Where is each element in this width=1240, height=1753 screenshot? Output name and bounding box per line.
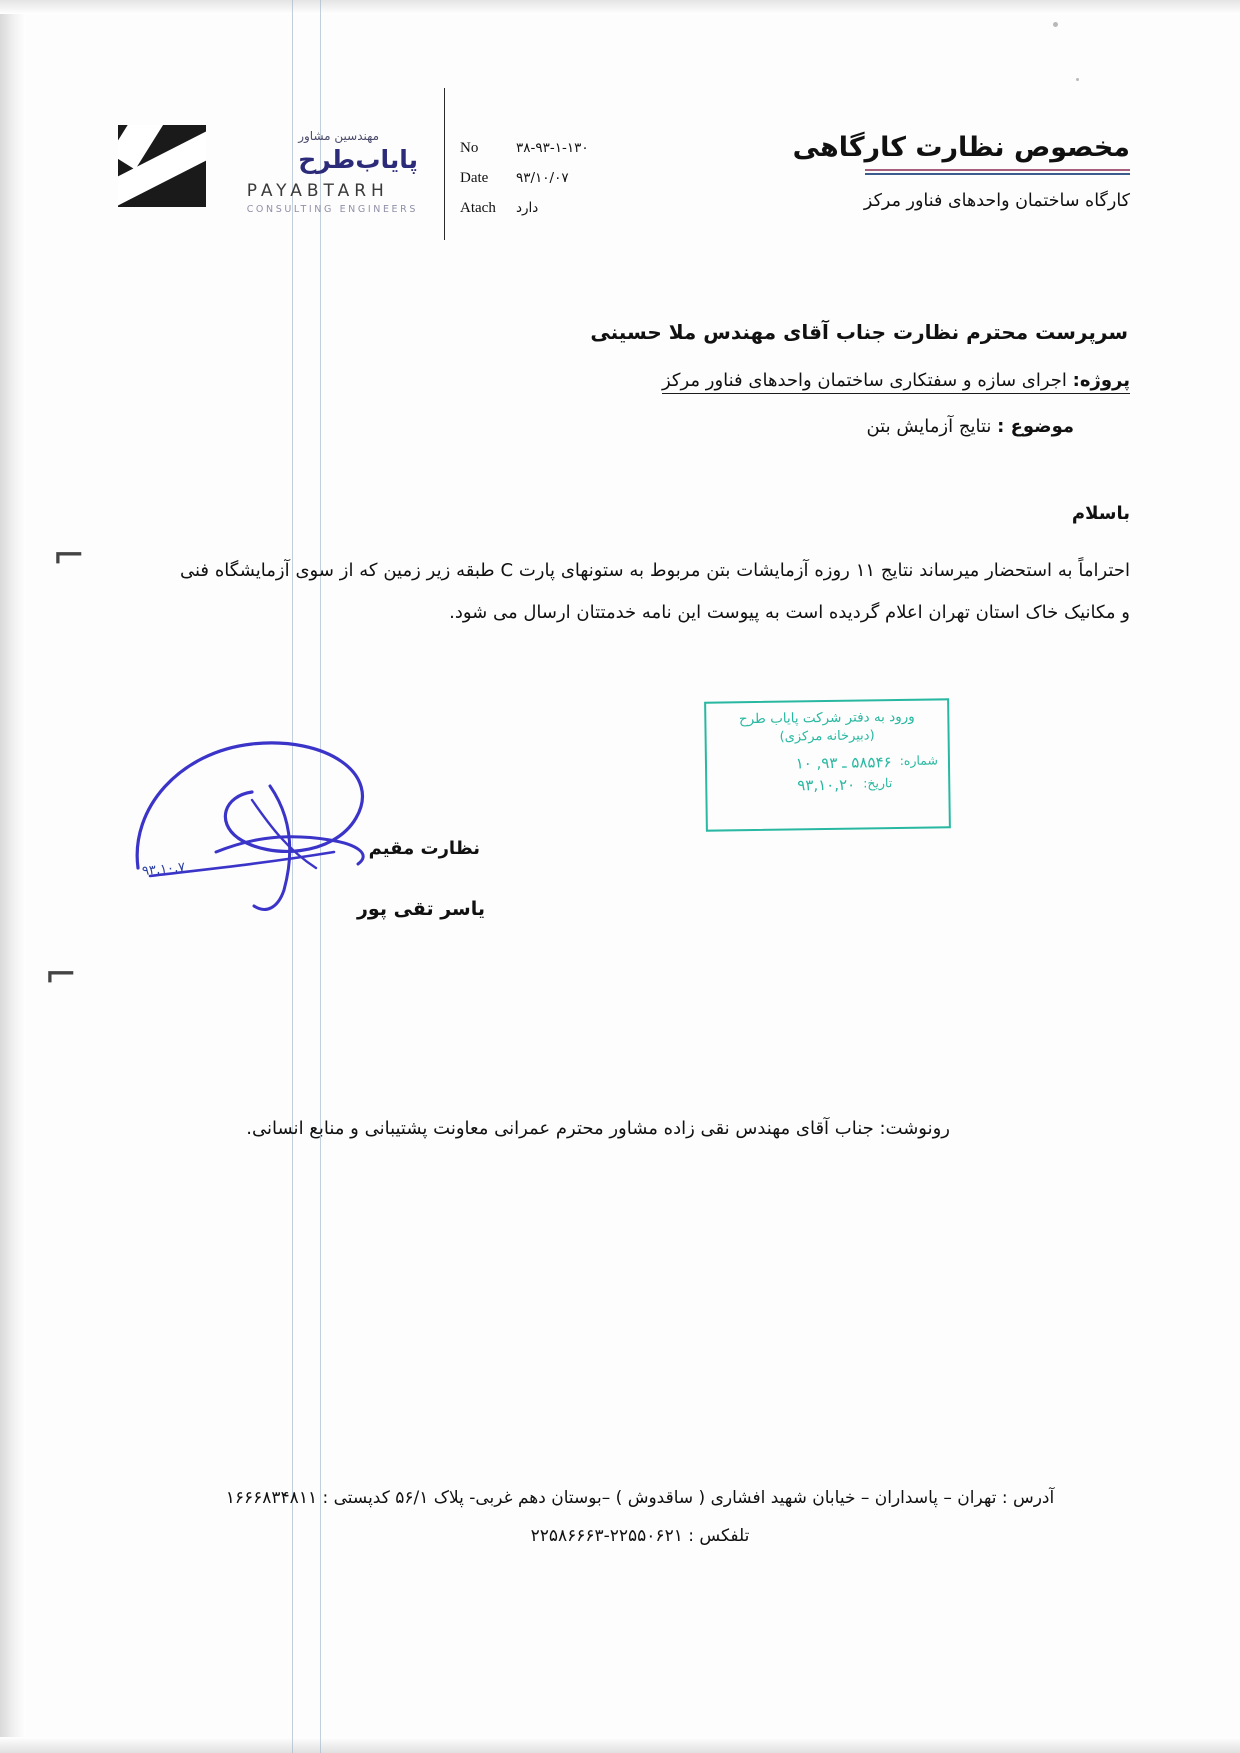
meta-value-atach: دارد [516,200,539,216]
subject-field [866,416,1074,437]
meta-label-date: Date [460,170,489,186]
meta-row-no [460,140,589,157]
signature-name: یاسر تقی پور [356,898,485,920]
signature-title: نظارت مقیم [368,838,480,859]
meta-divider [444,88,445,240]
letter-footer [150,1481,1130,1553]
stamp-line-2: (دبیرخانه مرکزی) [779,728,875,745]
subject-label: موضوع : [997,416,1074,437]
stamp-number-value: ۵۸۵۴۶ ـ ۹۳, ۱۰ [795,753,892,773]
subject-value: نتایج آزمایش بتن [866,416,992,437]
meta-value-date: ۹۳/۱۰/۰۷ [516,170,569,186]
logo-latin-text [247,181,418,215]
scan-speck [1076,78,1079,81]
meta-label-atach: Atach [460,200,496,216]
stamp-line-1: ورود به دفتر شرکت پایاب طرح [738,708,915,728]
subject-row [180,416,1074,459]
footer-address: آدرس : تهران – پاسداران – خیابان شهید افشاری ( ساقدوش ) –بوستان دهم غربی- پلاک ۵۶/۱ کدپستی : ۱۶۶۶۸۳۴۸۱۱ [225,1488,1055,1508]
letter-body [180,320,1130,635]
stamp-number-label: شماره: [899,752,939,768]
logo-latin-name: PAYABTARH [246,181,389,201]
salutation: باسلام [1071,503,1130,524]
stamp-date-label: تاریخ: [863,775,893,791]
header-right-subtitle: کارگاه ساختمان واحدهای فناور مرکز [863,191,1130,211]
scan-speck [1053,22,1058,27]
header-right-title: مخصوص نظارت کارگاهی [792,132,1130,163]
meta-label-no: No [460,140,479,156]
project-value: اجرای سازه و سفتکاری ساختمان واحدهای فناور مرکز [661,370,1067,391]
header-underline [865,169,1130,177]
stamp-date-row [717,774,938,795]
logo-persian-main: پایاب‌طرح [298,145,418,174]
scan-edge-left [0,0,26,1753]
signature-mark [120,700,540,930]
margin-bracket-icon: ⌐ [44,952,78,998]
stamp-date-value: ۹۳,۱۰,۲۰ [797,775,856,795]
carbon-copy-line: رونوشت: جناب آقای مهندس نقی زاده مشاور محترم عمرانی معاونت پشتیبانی و منابع انسانی. [246,1118,950,1139]
stamp-number-row [717,752,938,773]
logo-latin-tagline: CONSULTING ENGINEERS [246,204,418,215]
meta-value-no: ۳۸-۹۳-۱-۱۳۰ [516,140,589,156]
meta-row-atach [460,200,589,217]
project-label: پروژه: [1072,370,1130,391]
company-logo [118,125,418,235]
margin-bracket-icon: ⌐ [52,533,86,579]
addressee-line: سرپرست محترم نظارت جناب آقای مهندس ملا حسینی [590,320,1128,344]
logo-persian-sub: مهندسین مشاور [298,129,380,143]
header-right-block [793,132,1130,211]
logo-mark-icon [118,125,206,207]
project-field [662,370,1130,394]
signature-handwritten-date: ۹۳,۱۰,۷ [141,859,186,880]
logo-persian-text [298,129,418,174]
meta-row-date [460,170,589,187]
scan-edge-top [0,0,1240,14]
letter-meta [460,140,589,230]
scan-edge-bottom [0,1737,1240,1753]
footer-phone: تلفکس : ۲۲۵۵۰۶۲۱-۲۲۵۸۶۶۶۳ [530,1526,750,1546]
body-paragraph: احتراماً به استحضار میرساند نتایج ۱۱ روزه آزمایشات بتن مربوط به ستونهای پارت C طبقه زیر زمین که از سوی آزمایشگاه فنی و مکانیک خاک استان تهران اعلام گردیده است به پیوست این نامه خدمتتان ارسال می شود. [180,560,1130,624]
project-row [180,370,1130,416]
registration-stamp [704,698,951,831]
